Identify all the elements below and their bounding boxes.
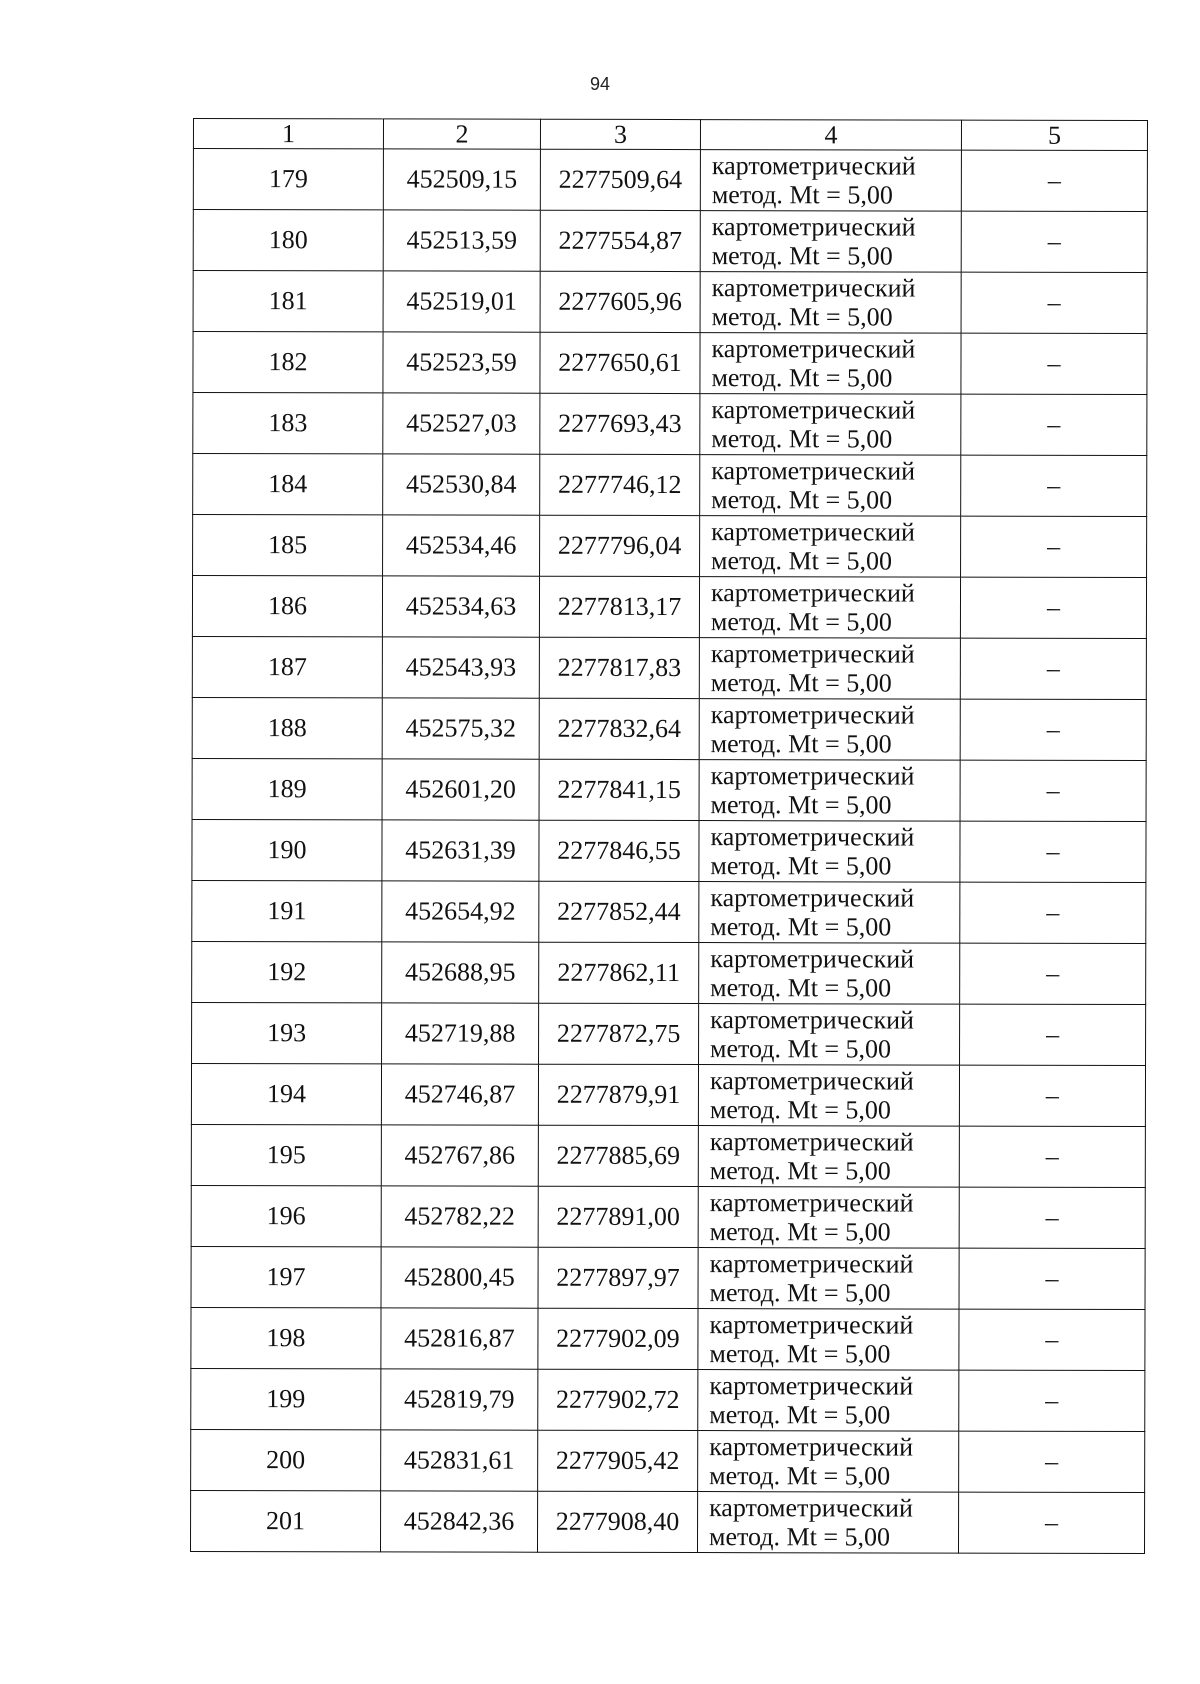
note-cell: – [960,638,1146,699]
table-row [192,1002,1146,1065]
point-number-cell: 188 [192,697,382,758]
point-number-cell: 190 [192,819,382,880]
note-cell: – [961,516,1147,577]
point-number-cell: 192 [192,941,382,1002]
x-coordinate-cell: 452800,45 [381,1247,538,1308]
note-cell: – [959,1126,1145,1187]
method-line-2: метод. Mt = 5,00 [710,607,892,637]
point-number-cell: 194 [191,1063,381,1124]
method-line-2: метод. Mt = 5,00 [709,1217,891,1247]
method-line-1: картометрический [709,1432,914,1462]
point-number-cell: 201 [190,1490,380,1551]
note-cell: – [961,333,1147,394]
note-cell: – [960,699,1146,760]
table-header [193,119,1147,151]
method-line-2: метод. Mt = 5,00 [711,302,893,332]
method-line-1: картометрический [710,578,915,608]
method-line-1: картометрический [710,639,915,669]
table-row [192,758,1146,821]
note-cell: – [961,455,1147,516]
x-coordinate-cell: 452819,79 [381,1369,538,1430]
method-cell [698,1187,959,1249]
method-line-1: картометрический [711,212,916,242]
table-row [191,1124,1145,1187]
y-coordinate-cell: 2277554,87 [540,210,700,271]
page-number: 94 [589,74,611,94]
x-coordinate-cell: 452767,86 [381,1125,538,1186]
method-cell [698,1065,959,1127]
method-line-2: метод. Mt = 5,00 [710,973,892,1003]
method-line-1: картометрический [710,761,915,791]
x-coordinate-cell: 452719,88 [382,1003,539,1064]
method-line-1: картометрический [710,1005,914,1035]
x-coordinate-cell: 452543,93 [382,637,539,698]
method-line-1: картометрический [710,700,915,730]
method-line-1: картометрический [711,517,915,547]
method-line-2: метод. Mt = 5,00 [710,1034,892,1064]
method-line-2: метод. Mt = 5,00 [710,851,892,881]
note-cell: – [960,760,1146,821]
table-row [192,819,1146,882]
header-row [193,119,1147,151]
method-cell [698,1126,959,1188]
note-cell: – [959,1309,1145,1370]
note-cell: – [959,1065,1145,1126]
method-line-2: метод. Mt = 5,00 [709,1095,891,1125]
method-cell [699,699,960,761]
table-body [190,149,1147,1554]
method-cell [700,394,961,456]
header-col-4: 4 [700,120,961,151]
y-coordinate-cell: 2277746,12 [540,454,700,515]
table-row [191,1246,1145,1309]
y-coordinate-cell: 2277908,40 [537,1491,697,1552]
y-coordinate-cell: 2277879,91 [538,1064,698,1125]
y-coordinate-cell: 2277813,17 [539,576,699,637]
method-line-1: картометрический [709,1371,914,1401]
method-line-1: картометрический [710,883,915,913]
method-line-1: картометрический [711,151,916,181]
note-cell: – [960,882,1146,943]
x-coordinate-cell: 452513,59 [383,210,540,271]
note-cell: – [959,1248,1145,1309]
y-coordinate-cell: 2277796,04 [540,515,700,576]
method-line-2: метод. Mt = 5,00 [709,1339,891,1369]
method-cell [700,333,961,395]
y-coordinate-cell: 2277841,15 [539,759,699,820]
method-line-1: картометрический [711,334,916,364]
method-line-1: картометрический [709,1310,914,1340]
point-number-cell: 185 [193,515,383,576]
note-cell: – [960,1004,1146,1065]
method-cell [698,1431,959,1493]
method-line-2: метод. Mt = 5,00 [711,485,893,515]
point-number-cell: 196 [191,1185,381,1246]
x-coordinate-cell: 452782,22 [381,1186,538,1247]
method-cell [700,516,961,578]
point-number-cell: 195 [191,1124,381,1185]
y-coordinate-cell: 2277852,44 [539,881,699,942]
coordinates-table [190,118,1148,1554]
table-row [191,1368,1145,1431]
method-line-1: картометрический [710,822,915,852]
table-row [193,149,1147,212]
method-cell [700,272,961,334]
method-line-2: метод. Mt = 5,00 [708,1522,891,1552]
table-row [193,393,1147,456]
y-coordinate-cell: 2277872,75 [539,1003,699,1064]
note-cell: – [960,577,1146,638]
point-number-cell: 180 [193,210,383,271]
x-coordinate-cell: 452575,32 [382,698,539,759]
point-number-cell: 193 [192,1002,382,1063]
method-cell [699,760,960,822]
x-coordinate-cell: 452831,61 [381,1430,538,1491]
note-cell: – [961,150,1147,211]
table-row [192,636,1146,699]
method-cell [697,1492,958,1554]
y-coordinate-cell: 2277897,97 [538,1247,698,1308]
note-cell: – [961,272,1147,333]
method-line-1: картометрический [711,456,916,486]
method-cell [700,150,961,212]
table-row [191,1063,1145,1126]
x-coordinate-cell: 452530,84 [383,454,540,515]
method-line-2: метод. Mt = 5,00 [709,1400,891,1430]
method-cell [699,638,960,700]
header-col-2: 2 [383,119,540,149]
point-number-cell: 187 [192,636,382,697]
note-cell: – [959,1431,1145,1492]
point-number-cell: 184 [193,454,383,515]
method-line-2: метод. Mt = 5,00 [711,180,893,210]
point-number-cell: 189 [192,758,382,819]
y-coordinate-cell: 2277902,09 [538,1308,698,1369]
y-coordinate-cell: 2277902,72 [538,1369,698,1430]
method-line-2: метод. Mt = 5,00 [710,729,892,759]
method-cell [699,821,960,883]
point-number-cell: 181 [193,271,383,332]
x-coordinate-cell: 452842,36 [380,1491,537,1552]
method-cell [698,1248,959,1310]
y-coordinate-cell: 2277862,11 [539,942,699,1003]
note-cell: – [960,943,1146,1004]
header-col-1: 1 [193,119,383,149]
point-number-cell: 198 [191,1307,381,1368]
point-number-cell: 182 [193,332,383,393]
method-line-1: картометрический [709,1493,913,1523]
table-row [193,515,1147,578]
method-line-2: метод. Mt = 5,00 [710,912,892,942]
method-line-1: картометрический [711,273,916,303]
method-line-2: метод. Mt = 5,00 [710,668,892,698]
method-line-2: метод. Mt = 5,00 [711,363,893,393]
x-coordinate-cell: 452816,87 [381,1308,538,1369]
table-row [193,332,1147,395]
table-row [192,941,1146,1004]
point-number-cell: 197 [191,1246,381,1307]
point-number-cell: 200 [191,1429,381,1490]
table-row [192,880,1146,943]
y-coordinate-cell: 2277605,96 [540,271,700,332]
method-line-1: картометрический [711,395,916,425]
table-row [193,454,1147,517]
method-line-1: картометрический [709,1066,914,1096]
x-coordinate-cell: 452523,59 [383,332,540,393]
table-row [191,1307,1145,1370]
method-cell [699,943,960,1005]
note-cell: – [961,211,1147,272]
note-cell: – [959,1187,1145,1248]
table-row [191,1185,1145,1248]
point-number-cell: 199 [191,1368,381,1429]
method-line-2: метод. Mt = 5,00 [709,1461,891,1491]
x-coordinate-cell: 452746,87 [381,1064,538,1125]
x-coordinate-cell: 452519,01 [383,271,540,332]
y-coordinate-cell: 2277891,00 [538,1186,698,1247]
method-line-2: метод. Mt = 5,00 [709,1278,891,1308]
x-coordinate-cell: 452527,03 [383,393,540,454]
point-number-cell: 183 [193,393,383,454]
note-cell: – [959,1370,1145,1431]
table-row [193,210,1147,273]
table-row [190,1490,1144,1553]
table-row [192,576,1146,639]
header-col-5: 5 [961,120,1147,150]
note-cell: – [961,394,1147,455]
note-cell: – [958,1492,1144,1553]
method-line-2: метод. Mt = 5,00 [709,1156,891,1186]
table-row [193,271,1147,334]
y-coordinate-cell: 2277693,43 [540,393,700,454]
method-line-1: картометрический [709,1188,914,1218]
y-coordinate-cell: 2277846,55 [539,820,699,881]
method-line-2: метод. Mt = 5,00 [710,790,892,820]
y-coordinate-cell: 2277905,42 [538,1430,698,1491]
x-coordinate-cell: 452601,20 [382,759,539,820]
y-coordinate-cell: 2277817,83 [539,637,699,698]
method-cell [699,882,960,944]
x-coordinate-cell: 452534,63 [382,576,539,637]
method-line-1: картометрический [709,1127,914,1157]
method-line-1: картометрический [710,944,915,974]
y-coordinate-cell: 2277832,64 [539,698,699,759]
x-coordinate-cell: 452688,95 [382,942,539,1003]
method-cell [699,577,960,639]
method-cell [698,1370,959,1432]
point-number-cell: 186 [192,576,382,637]
header-col-3: 3 [540,119,700,149]
point-number-cell: 179 [193,149,383,210]
method-line-1: картометрический [709,1249,914,1279]
method-cell [700,455,961,517]
x-coordinate-cell: 452654,92 [382,881,539,942]
method-line-2: метод. Mt = 5,00 [711,546,893,576]
y-coordinate-cell: 2277650,61 [540,332,700,393]
method-line-2: метод. Mt = 5,00 [711,424,893,454]
note-cell: – [960,821,1146,882]
method-line-2: метод. Mt = 5,00 [711,241,893,271]
table-row [191,1429,1145,1492]
point-number-cell: 191 [192,880,382,941]
x-coordinate-cell: 452534,46 [383,515,540,576]
y-coordinate-cell: 2277885,69 [538,1125,698,1186]
x-coordinate-cell: 452631,39 [382,820,539,881]
table-row [192,697,1146,760]
y-coordinate-cell: 2277509,64 [540,149,700,210]
x-coordinate-cell: 452509,15 [383,149,540,210]
method-cell [698,1309,959,1371]
method-cell [700,211,961,273]
method-cell [699,1004,960,1066]
